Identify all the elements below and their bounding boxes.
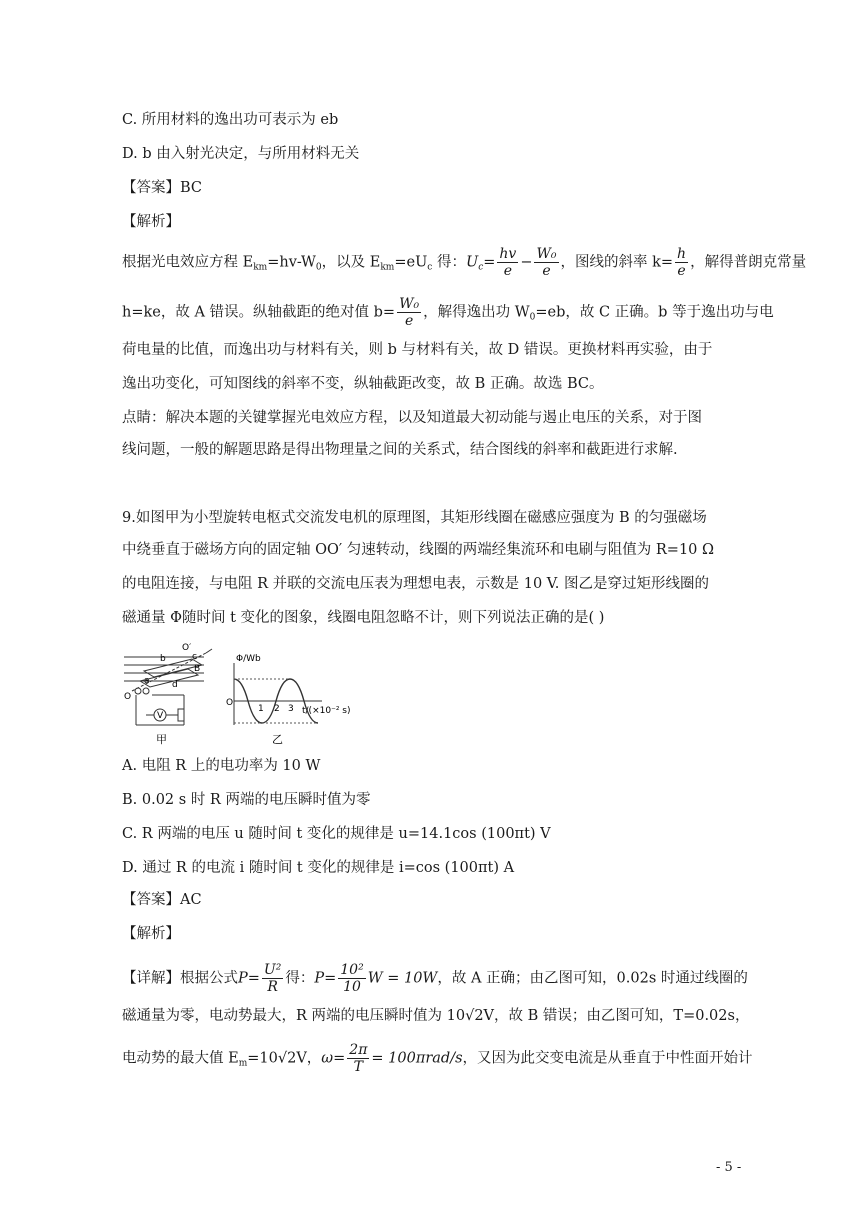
fraction-w0-e: $\frac{\text{W₀}}{e}$ (536, 246, 557, 279)
analysis-prev-line-6: 线问题，一般的解题思路是得出物理量之间的关系式，结合图线的斜率和截距进行求解. (122, 442, 678, 458)
page-number: - 5 - (716, 1160, 742, 1175)
flux-tick-1: 1 (258, 704, 264, 714)
answer-prev: 【答案】BC (122, 180, 203, 196)
fraction-h-e: $\frac{h}{e}$ (677, 246, 687, 279)
fraction-100-10: $\frac{\text{10²}}{10}$ (340, 962, 364, 995)
label-o: O (124, 692, 132, 702)
fraction-2pi-t: $\frac{2\pi}{T}$ (349, 1042, 368, 1075)
question-9-line-1: 9.如图甲为小型旋转电枢式交流发电机的原理图，其矩形线圈在磁感应强度为 B 的匀强磁场 (122, 510, 707, 526)
time-axis-label: t/(×10⁻² s) (302, 706, 351, 716)
fraction-u2-r: $\frac{\text{U²}}{R}$ (263, 962, 282, 995)
generator-schematic (124, 649, 212, 725)
answer: 【答案】AC (122, 892, 202, 908)
figure-jia-label: 甲 (156, 733, 167, 745)
question-9-figure (122, 635, 362, 745)
option-a: A. 电阻 R 上的电功率为 10 W (122, 758, 321, 774)
voltmeter-label: V (157, 711, 164, 721)
analysis-label: 【解析】 (122, 926, 180, 942)
analysis-prev-line-5: 点睛：解决本题的关键掌握光电效应方程，以及知道最大初动能与遏止电压的关系，对于图 (122, 410, 702, 426)
label-field-b: B (194, 664, 201, 674)
generator-diagram (122, 635, 362, 745)
question-9-line-3: 的电阻连接，与电阻 R 并联的交流电压表为理想电表，示数是 10 V. 图乙是穿过矩形线圈的 (122, 576, 709, 592)
question-9-line-4: 磁通量 Φ随时间 t 变化的图象，线圈电阻忽略不计，则下列说法正确的是( ) (122, 610, 605, 626)
flux-origin-label: O (226, 698, 234, 708)
label-a: a (144, 676, 150, 686)
analysis-prev-line-2: h=ke，故 A 错误。纵轴截距的绝对值 b= $\frac{\text{W₀}}{e}$ ，解得逸出功 $W_0=eb$，故 C 正确。b 等于逸出功与电 (122, 296, 774, 329)
analysis-prev-line-1: 根据光电效应方程 $E_{km}=hv-W_0$，以及 $E_{km}=eU_c$ 得：$U_c=$ $\frac{hv}{e}$ − $\frac{\text{W₀}}{e}$ ，图线的斜率 k= $\frac{h}{e}$ ，解得普朗克常量 (122, 246, 807, 279)
flux-tick-2: 2 (274, 704, 280, 714)
option-d-prev: D. b 由入射光决定，与所用材料无关 (122, 146, 360, 162)
label-b: b (160, 654, 166, 664)
detail-line-1: 【详解】根据公式P= $\frac{\text{U²}}{R}$ 得：P= $\frac{\text{10²}}{10}$ W = 10W，故 A 正确；由乙图可知，0.02s 时通过线圈的 (122, 962, 748, 995)
flux-axis-label: Φ/Wb (236, 654, 261, 664)
fraction-w0-e-2: $\frac{\text{W₀}}{e}$ (399, 296, 420, 329)
figure-yi-label: 乙 (272, 733, 283, 745)
detail-line-2: 磁通量为零，电动势最大，R 两端的电压瞬时值为 10√2V，故 B 错误；由乙图可知，T=0.02s， (122, 1008, 750, 1024)
option-c-prev: C. 所用材料的逸出功可表示为 eb (122, 112, 339, 128)
analysis-label-prev: 【解析】 (122, 214, 180, 230)
flux-tick-3: 3 (288, 704, 294, 714)
analysis-prev-line-3: 荷电量的比值，而逸出功与材料有关，则 b 与材料有关，故 D 错误。更换材料再实验，由于 (122, 342, 713, 358)
fraction-hv-e: $\frac{hv}{e}$ (499, 246, 517, 279)
question-9-line-2: 中绕垂直于磁场方向的固定轴 OO′ 匀速转动，线圈的两端经集流环和电刷与阻值为 R=10 Ω (122, 542, 715, 558)
analysis-prev-line-4: 逸出功变化，可知图线的斜率不变，纵轴截距改变，故 B 正确。故选 BC。 (122, 376, 604, 392)
detail-line-3: 电动势的最大值 $E_m=10√2V$，ω= $\frac{2\pi}{T}$ = 100πrad/s，又因为此交变电流是从垂直于中性面开始计 (122, 1042, 753, 1075)
label-o-prime: O′ (182, 643, 192, 653)
option-b: B. 0.02 s 时 R 两端的电压瞬时值为零 (122, 792, 371, 808)
label-d: d (172, 680, 178, 690)
option-d: D. 通过 R 的电流 i 随时间 t 变化的规律是 i=cos (100πt) A (122, 860, 515, 876)
label-c: c (192, 652, 197, 662)
option-c: C. R 两端的电压 u 随时间 t 变化的规律是 u=14.1cos (100πt) V (122, 826, 551, 842)
